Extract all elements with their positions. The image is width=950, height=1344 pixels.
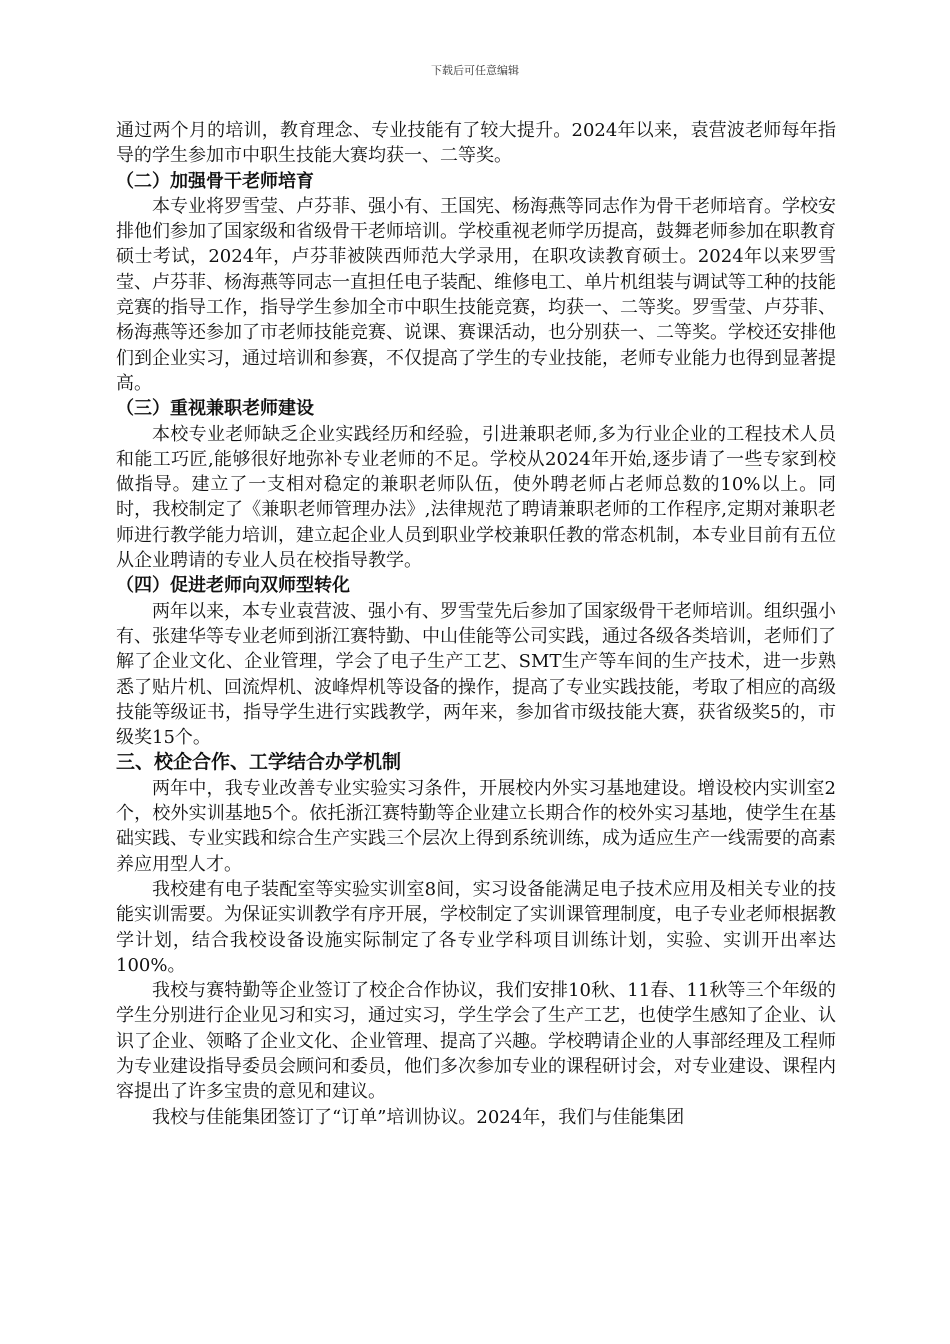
- paragraph: 两年中，我专业改善专业实验实习条件，开展校内外实习基地建设。增设校内实训室2个，校外实训基地5个。依托浙江赛特勤等企业建立长期合作的校外实习基地，使学生在基础实践、专业实践和综合生产实践三个层次上得到系统训练，成为适应生产一线需要的高素养应用型人才。: [116, 777, 836, 875]
- paragraph: 我校与佳能集团签订了“订单”培训协议。2024年，我们与佳能集团: [152, 1106, 685, 1128]
- paragraph: 我校与赛特勤等企业签订了校企合作协议，我们安排10秋、11春、11秋等三个年级的学生分别进行企业见习和实习，通过实习，学生学会了生产工艺，也使学生感知了企业、认识了企业、领略了企业文化、企业管理、提高了兴趣。学校聘请企业的人事部经理及工程师为专业建设指导委员会顾问和委员，他们多次参加专业的课程研讨会，对专业建设、课程内容提出了许多宝贵的意见和建议。: [116, 980, 836, 1103]
- section-heading: （二）加强骨干老师培育: [116, 170, 314, 192]
- chapter-heading: 三、校企合作、工学结合办学机制: [116, 751, 402, 774]
- section-heading: （四）促进老师向双师型转化: [116, 575, 350, 597]
- section-heading: （三）重视兼职老师建设: [116, 398, 314, 420]
- page-header: 下载后可任意编辑: [431, 64, 519, 77]
- document-body: [116, 118, 836, 1130]
- paragraph: 本校专业老师缺乏企业实践经历和经验，引进兼职老师,多为行业企业的工程技术人员和能工巧匠,能够很好地弥补专业老师的不足。学校从2024年开始,逐步请了一些专家到校做指导。建立了一支相对稳定的兼职老师队伍，使外聘老师占老师总数的10%以上。同时，我校制定了《兼职老师管理办法》,法律规范了聘请兼职老师的工作程序,定期对兼职老师进行教学能力培训，建立起企业人员到职业学校兼职任教的常态机制，本专业目前有五位从企业聘请的专业人员在校指导教学。: [116, 423, 836, 572]
- paragraph: 通过两个月的培训，教育理念、专业技能有了较大提升。2024年以来，袁营波老师每年指导的学生参加市中职生技能大赛均获一、二等奖。: [116, 120, 836, 167]
- paragraph: 两年以来，本专业袁营波、强小有、罗雪莹先后参加了国家级骨干老师培训。组织强小有、张建华等专业老师到浙江赛特勤、中山佳能等公司实践，通过各级各类培训，老师们了解了企业文化、企业管理，学会了电子生产工艺、SMT生产等车间的生产技术，进一步熟悉了贴片机、回流焊机、波峰焊机等设备的操作，提高了专业实践技能，考取了相应的高级技能等级证书，指导学生进行实践教学，两年来，参加省市级技能大赛，获省级奖5的，市级奖15个。: [116, 600, 836, 749]
- paragraph: 我校建有电子装配室等实验实训室8间，实习设备能满足电子技术应用及相关专业的技能实训需要。为保证实训教学有序开展，学校制定了实训课管理制度，电子专业老师根据教学计划，结合我校设备设施实际制定了各专业学科项目训练计划，实验、实训开出率达100%。: [116, 878, 836, 976]
- paragraph: 本专业将罗雪莹、卢芬菲、强小有、王国宪、杨海燕等同志作为骨干老师培育。学校安排他们参加了国家级和省级骨干老师培训。学校重视老师学历提高，鼓舞老师参加在职教育硕士考试，2024年，卢芬菲被陕西师范大学录用，在职攻读教育硕士。2024年以来罗雪莹、卢芬菲、杨海燕等同志一直担任电子装配、维修电工、单片机组装与调试等工种的技能竞赛的指导工作，指导学生参加全市中职生技能竞赛，均获一、二等奖。罗雪莹、卢芬菲、杨海燕等还参加了市老师技能竞赛、说课、赛课活动，也分别获一、二等奖。学校还安排他们到企业实习，通过培训和参赛，不仅提高了学生的专业技能，老师专业能力也得到显著提高。: [116, 195, 836, 394]
